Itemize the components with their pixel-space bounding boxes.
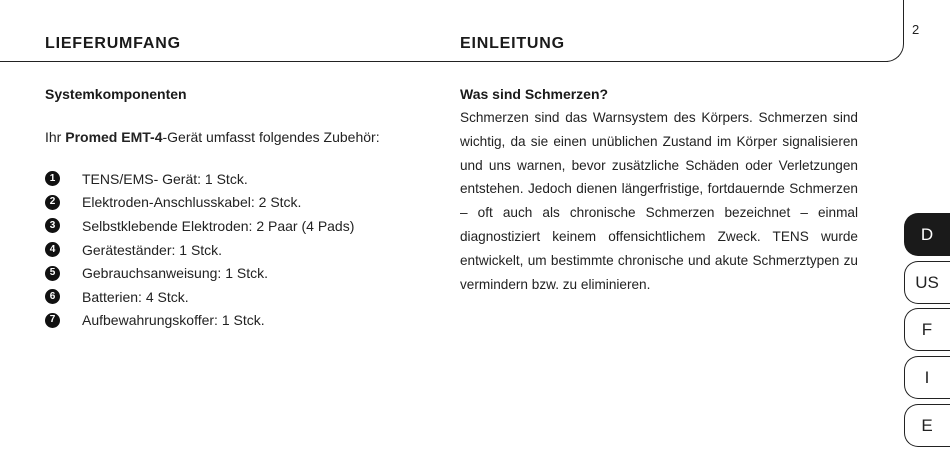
number-badge-icon: 5	[45, 266, 60, 281]
number-badge-icon: 7	[45, 313, 60, 328]
list-item-text: Geräteständer: 1 Stck.	[82, 241, 223, 258]
list-item	[45, 309, 354, 333]
header-rule-corner	[868, 0, 904, 62]
intro-suffix: -Gerät umfasst folgendes Zubehör:	[162, 129, 380, 145]
intro-prefix: Ihr	[45, 129, 66, 145]
section-heading-lieferumfang: LIEFERUMFANG	[45, 35, 181, 52]
list-item-text: Selbstklebende Elektroden: 2 Paar (4 Pads)	[82, 217, 355, 234]
intro-paragraph: Schmerzen sind das Warnsystem des Körpers. Schmerzen sind wichtig, da sie einen unüblichen Zustand im Körper signalisieren und uns warnen, bevor zusätzliche Schäden oder Verletzungen entstehen. Jedoch dienen längerfristige, fortdauernde Schmerzen – oft auch als chronische Schmerzen bezeichnet – einmal diagnostiziert keinem offensichtlichem Zweck. TENS wurde entwickelt, um bestimmte chronische und akute Schmerztypen zu vermindern bzw. zu eliminieren.	[460, 110, 858, 292]
language-tab-e[interactable]: E	[904, 404, 950, 447]
section-heading-einleitung: EINLEITUNG	[460, 35, 565, 52]
list-item-text: Aufbewahrungskoffer: 1 Stck.	[82, 312, 265, 329]
number-badge-icon: 6	[45, 289, 60, 304]
list-item-text: Elektroden-Anschlusskabel: 2 Stck.	[82, 194, 302, 211]
list-item-text: Batterien: 4 Stck.	[82, 288, 189, 305]
product-name: Promed EMT-4	[65, 129, 163, 145]
language-tab-i[interactable]: I	[904, 356, 950, 399]
list-item	[45, 214, 354, 238]
intro-text	[45, 129, 380, 145]
list-item	[45, 238, 354, 262]
subheading-systemkomponenten: Systemkomponenten	[45, 86, 187, 102]
list-item	[45, 191, 354, 215]
number-badge-icon: 3	[45, 218, 60, 233]
component-list	[45, 167, 354, 332]
list-item	[45, 285, 354, 309]
page-number: 2	[912, 22, 920, 37]
number-badge-icon: 1	[45, 171, 60, 186]
list-item-text: TENS/EMS- Gerät: 1 Stck.	[82, 170, 248, 187]
list-item-text: Gebrauchsanweisung: 1 Stck.	[82, 265, 268, 282]
number-badge-icon: 4	[45, 242, 60, 257]
language-tab-us[interactable]: US	[904, 261, 950, 304]
language-tab-d[interactable]: D	[904, 213, 950, 256]
list-item	[45, 167, 354, 191]
subheading-was-sind-schmerzen: Was sind Schmerzen?	[460, 86, 609, 102]
header-rule	[0, 61, 888, 62]
number-badge-icon: 2	[45, 195, 60, 210]
language-tab-f[interactable]: F	[904, 308, 950, 351]
list-item	[45, 261, 354, 285]
